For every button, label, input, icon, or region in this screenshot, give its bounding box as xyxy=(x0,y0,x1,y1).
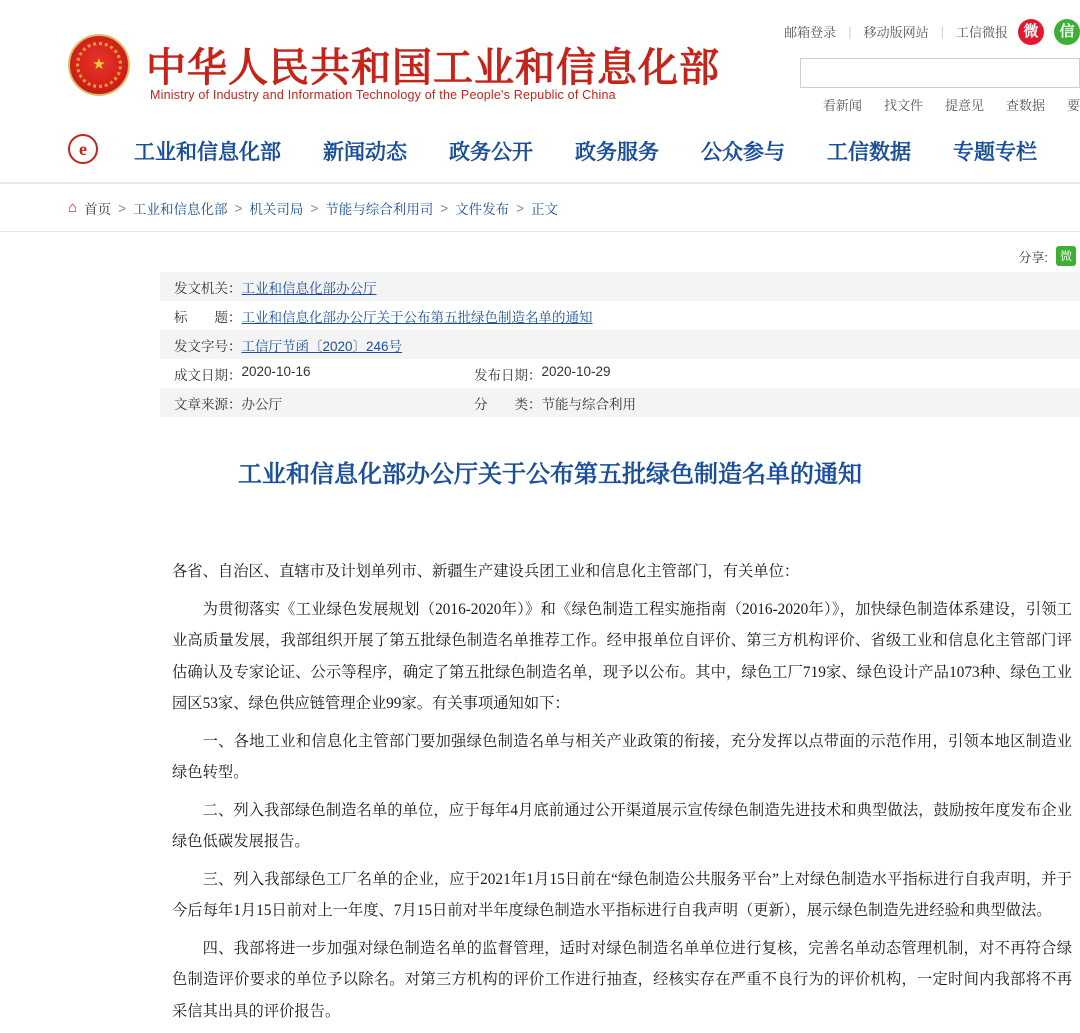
site-title-cn: 中华人民共和国工业和信息化部 xyxy=(146,45,720,90)
article-body xyxy=(172,556,1072,1033)
main-nav xyxy=(134,122,1037,180)
breadcrumb-item-departments[interactable]: 机关司局 xyxy=(249,202,304,217)
breadcrumb-item-energy-dept[interactable]: 节能与综合利用司 xyxy=(325,202,434,217)
nav-item-miit[interactable]: 工业和信息化部 xyxy=(134,141,281,164)
meta-value-publish-date: 2020-10-29 xyxy=(541,363,611,379)
meta-value-category: 节能与综合利用 xyxy=(541,396,636,412)
page-title: 工业和信息化部办公厅关于公布第五批绿色制造名单的通知 xyxy=(238,462,862,488)
meta-row-source-category xyxy=(160,388,1080,417)
meta-value-title[interactable]: 工业和信息化部办公厅关于公布第五批绿色制造名单的通知 xyxy=(241,309,593,325)
breadcrumb-bar xyxy=(0,184,1080,232)
meta-label-docnumber: 发文字号： xyxy=(174,338,242,354)
breadcrumb-item-miit[interactable]: 工业和信息化部 xyxy=(132,202,228,217)
quick-link-feedback[interactable]: 提意见 xyxy=(944,98,984,113)
meta-row-issuer xyxy=(160,272,1080,301)
nav-item-news[interactable]: 新闻动态 xyxy=(323,141,407,164)
meta-label-category: 分 类： xyxy=(474,396,542,412)
main-navigation-bar xyxy=(0,122,1080,184)
search-input[interactable] xyxy=(801,59,1079,87)
site-header xyxy=(0,0,1080,122)
breadcrumb-item-documents[interactable]: 文件发布 xyxy=(455,202,510,217)
breadcrumb-separator: > xyxy=(516,200,525,216)
share-row xyxy=(1018,246,1076,266)
nav-item-topics[interactable]: 专题专栏 xyxy=(953,141,1037,164)
meta-row-docnumber xyxy=(160,330,1080,359)
breadcrumb-item-home[interactable]: 首页 xyxy=(84,202,112,217)
site-title-en: Ministry of Industry and Information Technology of the People's Republic of China xyxy=(150,88,616,102)
breadcrumb-separator: > xyxy=(310,200,319,216)
meta-label-source: 文章来源： xyxy=(174,396,242,412)
share-label: 分享: xyxy=(1018,249,1048,265)
article-paragraph: 三、列入我部绿色工厂名单的企业，应于2021年1月15日前在“绿色制造公共服务平台”上对绿色制造水平指标进行自我声明，并于今后每年1月15日前对上一年度、7月15日前对半年度绿色制造水平指标进行自我声明（更新），展示绿色制造先进经验和典型做法。 xyxy=(172,870,1072,919)
topbar-separator: | xyxy=(940,23,944,39)
meta-value-docnumber[interactable]: 工信厅节函〔2020〕246号 xyxy=(241,338,403,354)
meta-cell-source xyxy=(174,393,474,413)
article-paragraph: 为贯彻落实《工业绿色发展规划（2016-2020年）》和《绿色制造工程实施指南（2016-2020年）》，加快绿色制造体系建设，引领工业高质量发展，我部组织开展了第五批绿色制造名单推荐工作。经申报单位自评价、第三方机构评价、省级工业和信息化主管部门评估确认及专家论证、公示等程序，确定了第五批绿色制造名单，现予以公布。其中，绿色工厂719家、绿色设计产品1073种、绿色工业园区53家、绿色供应链管理企业99家。有关事项通知如下： xyxy=(172,600,1072,712)
quick-link-more[interactable]: 要 xyxy=(1066,98,1080,113)
breadcrumb-separator: > xyxy=(234,200,243,216)
ministry-logo-icon: e xyxy=(68,134,98,164)
meta-cell-publish-date xyxy=(474,364,611,384)
quick-link-news[interactable]: 看新闻 xyxy=(822,98,862,113)
emblem-star: ★ xyxy=(92,55,106,73)
meta-value-written-date: 2020-10-16 xyxy=(241,363,311,379)
article-paragraph: 二、列入我部绿色制造名单的单位，应于每年4月底前通过公开渠道展示宣传绿色制造先进技术和典型做法，鼓励按年度发布企业绿色低碳发展报告。 xyxy=(172,801,1072,850)
meta-label-written-date: 成文日期： xyxy=(174,367,242,383)
topbar-link-mail[interactable]: 邮箱登录 xyxy=(784,24,837,40)
nav-item-gov-service[interactable]: 政务服务 xyxy=(575,141,659,164)
breadcrumb xyxy=(68,198,558,218)
topbar-link-mobile[interactable]: 移动版网站 xyxy=(863,24,929,40)
weibo-icon[interactable]: 微 xyxy=(1018,19,1044,45)
meta-label-title: 标 题： xyxy=(174,309,242,325)
nav-item-gov-open[interactable]: 政务公开 xyxy=(449,141,533,164)
home-icon[interactable]: ⌂ xyxy=(68,198,78,216)
meta-cell-written-date xyxy=(174,364,474,384)
search-box[interactable] xyxy=(800,58,1080,88)
article-paragraph: 四、我部将进一步加强对绿色制造名单的监督管理，适时对绿色制造名单单位进行复核，完善名单动态管理机制，对不再符合绿色制造评价要求的单位予以除名。对第三方机构的评价工作进行抽查，经核实存在严重不良行为的评价机构，一定时间内我部将不再采信其出具的评价报告。 xyxy=(172,939,1072,1020)
nav-item-data[interactable]: 工信数据 xyxy=(827,141,911,164)
quick-link-files[interactable]: 找文件 xyxy=(883,98,923,113)
breadcrumb-separator: > xyxy=(440,200,449,216)
topbar-separator: | xyxy=(848,23,852,39)
article-paragraph: 一、各地工业和信息化主管部门要加强绿色制造名单与相关产业政策的衔接，充分发挥以点带面的示范作用，引领本地区制造业绿色转型。 xyxy=(172,732,1072,781)
wechat-icon[interactable]: 信 xyxy=(1054,19,1080,45)
meta-label-issuer: 发文机关： xyxy=(174,280,242,296)
nav-item-public[interactable]: 公众参与 xyxy=(701,141,785,164)
meta-row-dates xyxy=(160,359,1080,388)
breadcrumb-item-current: 正文 xyxy=(531,202,559,217)
search-quick-links xyxy=(823,95,1080,114)
document-meta-table xyxy=(160,272,1080,417)
topbar-link-weixin[interactable]: 工信微报 xyxy=(955,24,1008,40)
meta-cell-category xyxy=(474,393,636,413)
national-emblem-icon xyxy=(68,34,130,96)
article-paragraph: 各省、自治区、直辖市及计划单列市、新疆生产建设兵团工业和信息化主管部门，有关单位： xyxy=(172,563,800,580)
quick-link-data[interactable]: 查数据 xyxy=(1005,98,1045,113)
meta-value-issuer[interactable]: 工业和信息化部办公厅 xyxy=(241,280,377,296)
breadcrumb-separator: > xyxy=(118,200,126,216)
meta-value-source: 办公厅 xyxy=(241,396,282,412)
share-wechat-icon[interactable]: 微 xyxy=(1056,246,1076,266)
meta-label-publish-date: 发布日期： xyxy=(474,367,542,383)
meta-row-title xyxy=(160,301,1080,330)
